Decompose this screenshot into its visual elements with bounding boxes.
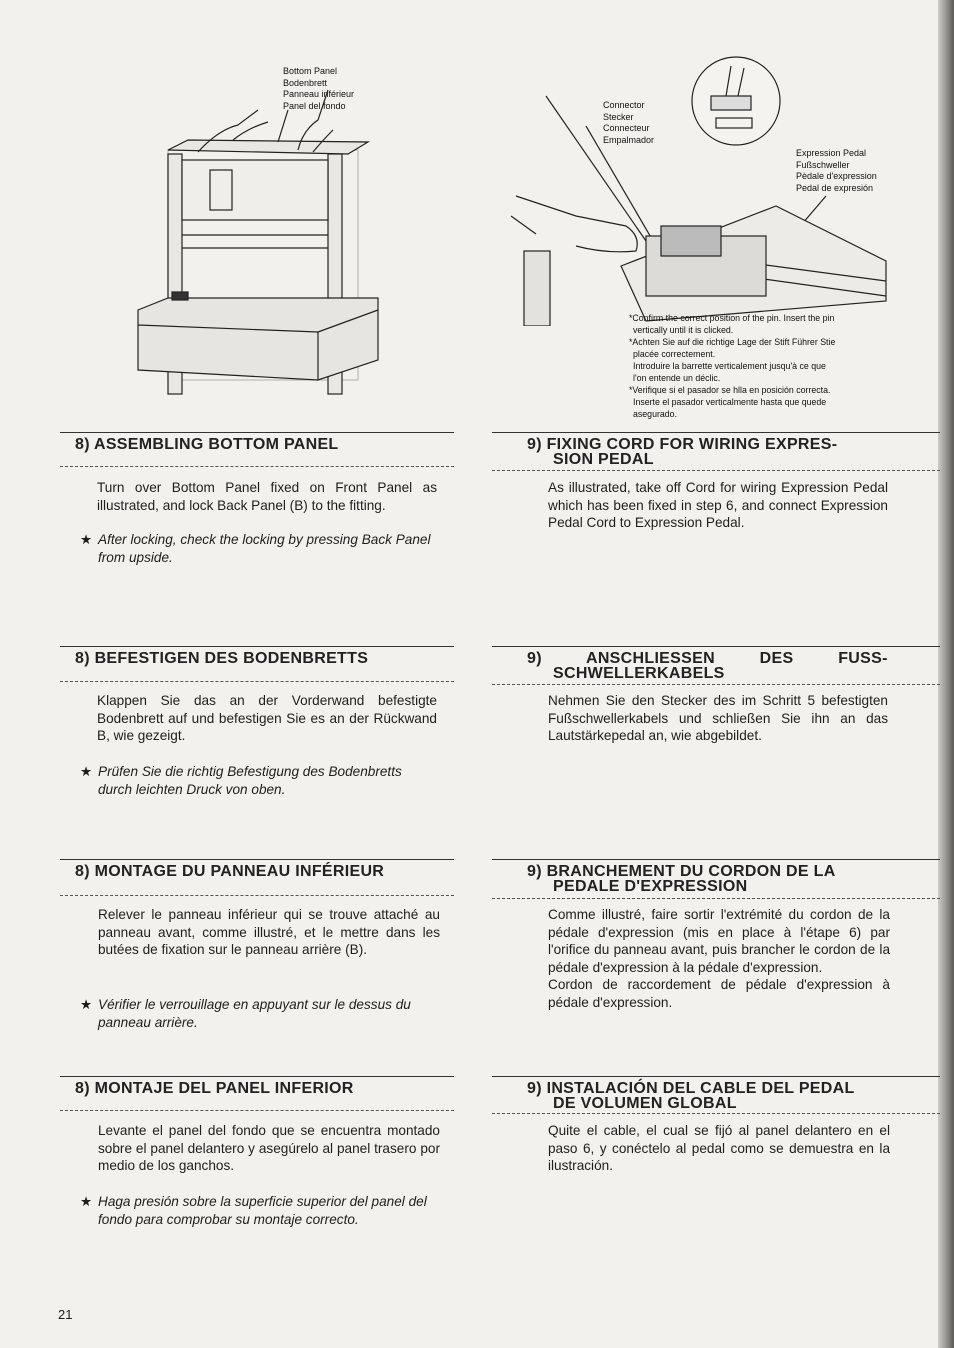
section-body <box>548 906 890 1012</box>
section-rule <box>492 646 940 647</box>
star-icon: ★ <box>80 1194 93 1209</box>
note-line: placée correctement. <box>633 349 716 359</box>
heading-line: DE VOLUMEN GLOBAL <box>553 1095 737 1112</box>
section-heading <box>527 864 922 894</box>
heading-line: PEDALE D'EXPRESSION <box>553 878 748 895</box>
section-divider <box>492 684 940 685</box>
section-divider <box>60 1110 454 1111</box>
heading-line: SION PEDAL <box>553 451 654 468</box>
section-heading: 8) BEFESTIGEN DES BODENBRETTS <box>75 650 369 667</box>
star-icon: ★ <box>80 532 93 547</box>
heading-line: 9) INSTALACIÓN DEL CABLE DEL PEDAL <box>527 1080 855 1097</box>
bottom-panel-illustration <box>128 70 458 420</box>
section-divider <box>60 895 454 896</box>
section-heading <box>527 651 892 681</box>
section-heading <box>527 437 897 467</box>
label-line: Connector <box>603 100 645 110</box>
section-body: As illustrated, take off Cord for wiring Expression Pedal which has been fixed in step 6, and connect Expression Pedal Cord to Expression Pedal. <box>548 480 888 531</box>
section-body: Quite el cable, el cual se fijó al panel delantero en el paso 6, y conéctelo al pedal como se demuestra en la ilustración. <box>548 1123 890 1174</box>
note-line: *Confirm the correct position of the pin. Insert the pin <box>629 313 835 323</box>
section-divider <box>492 1113 940 1114</box>
note-line: vertically until it is clicked. <box>633 325 734 335</box>
label-line: Panneau inférieur <box>283 89 355 99</box>
section-note <box>80 763 438 798</box>
label-line: Stecker <box>603 111 634 122</box>
bottom-panel-labels <box>283 66 354 112</box>
section-body: Relever le panneau inférieur qui se trouve attaché au panneau avant, comme illustré, et le mettre dans les butées de fixation sur le panneau arrière (B). <box>98 907 440 958</box>
page-edge <box>938 0 954 1348</box>
page-number: 21 <box>58 1307 73 1322</box>
expression-pedal-labels <box>796 148 877 194</box>
connector-labels <box>603 100 654 146</box>
section-rule <box>60 1076 454 1077</box>
heading-line: 9) BRANCHEMENT DU CORDON DE LA <box>527 863 836 880</box>
section-note <box>80 531 438 566</box>
note-line: l'on entende un déclic. <box>633 373 721 383</box>
section-note <box>80 1193 440 1228</box>
section-heading: 8) MONTAJE DEL PANEL INFERIOR <box>75 1080 354 1097</box>
heading-line: 9) FIXING CORD FOR WIRING EXPRES- <box>527 436 838 453</box>
section-divider <box>492 898 940 899</box>
body-paragraph: Comme illustré, faire sortir l'extrémité du cordon de la pédale d'expression (mis en place à l'étape 6) par l'orifice du panneau avant, puis brancher le cordon de la pédale d'expression à la pédale d'expression. <box>548 907 890 975</box>
section-divider <box>492 470 940 471</box>
section-body: Levante el panel del fondo que se encuentra montado sobre el panel delantero y asegúrelo al panel trasero por medio de los ganchos. <box>98 1123 440 1174</box>
label-line: Panel del fondo <box>283 100 346 111</box>
section-divider <box>60 466 454 467</box>
star-icon: ★ <box>80 764 93 779</box>
note-text: After locking, check the locking by pressing Back Panel from upside. <box>98 532 431 565</box>
note-line: *Achten Sie auf die richtige Lage der Stift Führer Stie <box>629 337 836 347</box>
section-rule <box>60 859 454 860</box>
pin-notes <box>629 312 891 420</box>
section-divider <box>60 681 454 682</box>
note-line: asegurado. <box>633 409 678 419</box>
section-rule <box>492 432 940 433</box>
note-text: Haga presión sobre la superficie superior del panel del fondo para comprobar su montaje correcto. <box>98 1194 427 1227</box>
note-text: Vérifier le verrouillage en appuyant sur le dessus du panneau arrière. <box>98 997 411 1030</box>
section-rule <box>60 432 454 433</box>
section-body: Nehmen Sie den Stecker des im Schritt 5 befestigten Fußschwellerkabels und schließen Sie ihn an das Lautstärkepedal an, wie abgebildet. <box>548 693 888 744</box>
section-rule <box>60 646 454 647</box>
label-line: Bottom Panel <box>283 66 338 76</box>
section-rule <box>492 1076 940 1077</box>
heading-line: 9) ANSCHLIESSEN DES FUSS- <box>527 650 888 667</box>
section-note <box>80 996 440 1031</box>
section-heading: 8) MONTAGE DU PANNEAU INFÉRIEUR <box>75 863 385 880</box>
section-heading: 8) ASSEMBLING BOTTOM PANEL <box>75 436 339 453</box>
label-line: Empalmador <box>603 134 655 145</box>
section-rule <box>492 859 940 860</box>
label-line: Pedal de expresión <box>796 182 874 193</box>
section-body: Klappen Sie das an der Vorderwand befestigte Bodenbrett auf und befestigen Sie es an der Rückwand B, wie gezeigt. <box>97 693 437 744</box>
heading-line: SCHWELLERKABELS <box>553 665 725 682</box>
note-line: *Verifique si el pasador se hlla en posición correcta. <box>629 385 831 395</box>
label-line: Pèdale d'expression <box>796 171 877 181</box>
note-line: Inserte el pasador verticalmente hasta que quede <box>633 397 827 407</box>
label-line: Expression Pedal <box>796 148 867 158</box>
label-line: Connecteur <box>603 123 650 133</box>
label-line: Bodenbrett <box>283 77 328 88</box>
note-line: Introduire la barrette verticalement jusqu'à ce que <box>633 361 826 371</box>
body-paragraph: Cordon de raccordement de pédale d'expression à pédale d'expression. <box>548 977 890 1010</box>
star-icon: ★ <box>80 997 93 1012</box>
note-text: Prüfen Sie die richtig Befestigung des Bodenbretts durch leichten Druck von oben. <box>98 764 402 797</box>
section-body: Turn over Bottom Panel fixed on Front Panel as illustrated, and lock Back Panel (B) to the fitting. <box>97 480 437 513</box>
label-line: Fußschweller <box>796 159 850 170</box>
section-heading <box>527 1081 927 1111</box>
